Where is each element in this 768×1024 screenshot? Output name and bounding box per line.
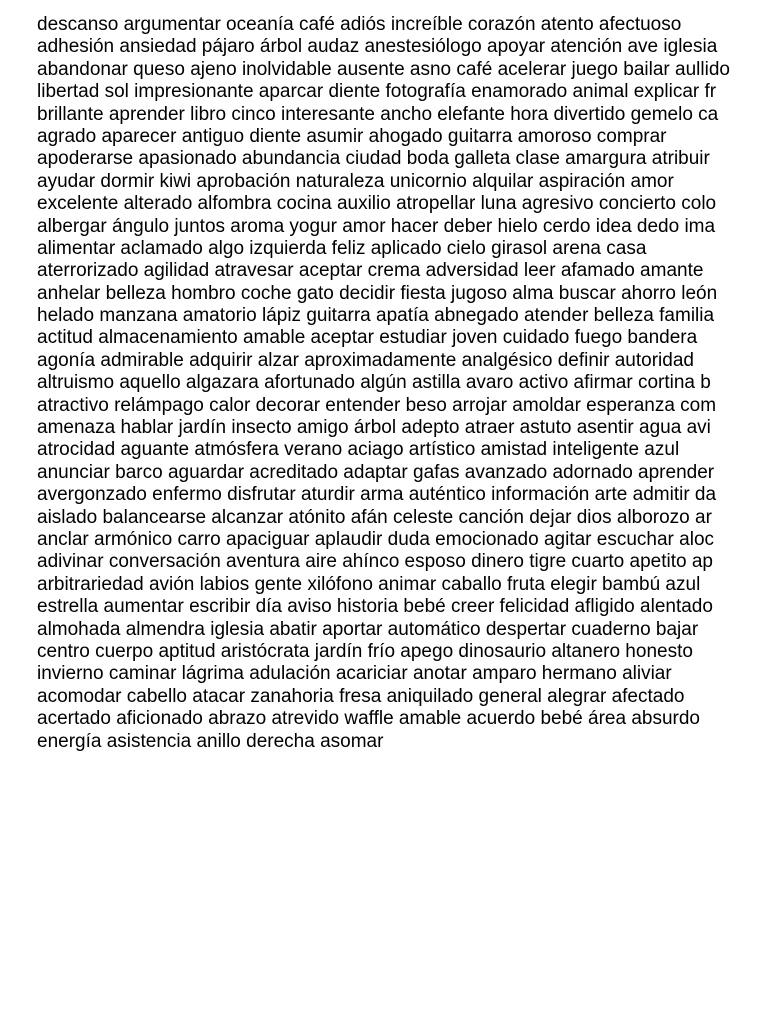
text-line: albergar ángulo juntos aroma yogur amor hacer deber hielo cerdo idea dedo ima — [37, 215, 716, 237]
text-line: atractivo relámpago calor decorar entender beso arrojar amoldar esperanza com — [37, 394, 717, 416]
text-line: amenaza hablar jardín insecto amigo árbol adepto atraer astuto asentir agua avi — [37, 417, 711, 439]
text-line: energía asistencia anillo derecha asomar — [37, 730, 384, 752]
text-line: anunciar barco aguardar acreditado adaptar gafas avanzado adornado aprender — [37, 461, 715, 483]
text-line: acertado aficionado abrazo atrevido waffle amable acuerdo bebé área absurdo — [37, 708, 700, 730]
text-line: anclar armónico carro apaciguar aplaudir duda emocionado agitar escuchar aloc — [37, 528, 715, 550]
text-line: altruismo aquello algazara afortunado algún astilla avaro activo afirmar cortina b — [37, 372, 711, 394]
text-line: alimentar aclamado algo izquierda feliz aplicado cielo girasol arena casa — [37, 237, 647, 259]
text-line: ayudar dormir kiwi aprobación naturaleza unicornio alquilar aspiración amor — [37, 170, 674, 192]
text-line: arbitrariedad avión labios gente xilófono animar caballo fruta elegir bambú azul — [37, 573, 701, 595]
text-line: agonía admirable adquirir alzar aproximadamente analgésico definir autoridad — [37, 349, 694, 371]
text-line: brillante aprender libro cinco interesante ancho elefante hora divertido gemelo ca — [37, 103, 719, 125]
text-line: estrella aumentar escribir día aviso historia bebé creer felicidad afligido alentado — [37, 596, 713, 618]
text-line: acomodar cabello atacar zanahoria fresa aniquilado general alegrar afectado — [37, 685, 685, 707]
text-line: adivinar conversación aventura aire ahínco esposo dinero tigre cuarto apetito ap — [37, 551, 713, 573]
text-line: agrado aparecer antiguo diente asumir ahogado guitarra amoroso comprar — [37, 125, 667, 147]
text-line: anhelar belleza hombro coche gato decidir fiesta jugoso alma buscar ahorro león — [37, 282, 718, 304]
word-list-text — [37, 14, 768, 753]
text-line: invierno caminar lágrima adulación acariciar anotar amparo hermano aliviar — [37, 663, 672, 685]
text-line: adhesión ansiedad pájaro árbol audaz anestesiólogo apoyar atención ave iglesia — [37, 36, 718, 58]
text-line: actitud almacenamiento amable aceptar estudiar joven cuidado fuego bandera — [37, 327, 698, 349]
text-line: descanso argumentar oceanía café adiós increíble corazón atento afectuoso — [37, 14, 682, 35]
text-line: almohada almendra iglesia abatir aportar automático despertar cuaderno bajar — [37, 618, 699, 640]
text-line: aislado balancearse alcanzar atónito afán celeste canción dejar dios alborozo ar — [37, 506, 712, 528]
text-line: aterrorizado agilidad atravesar aceptar crema adversidad leer afamado amante — [37, 260, 704, 282]
text-line: abandonar queso ajeno inolvidable ausente asno café acelerar juego bailar aullido — [37, 58, 730, 80]
text-line: helado manzana amatorio lápiz guitarra apatía abnegado atender belleza familia — [37, 305, 715, 327]
text-line: apoderarse apasionado abundancia ciudad boda galleta clase amargura atribuir — [37, 148, 710, 170]
text-line: avergonzado enfermo disfrutar aturdir arma auténtico información arte admitir da — [37, 484, 717, 506]
text-line: excelente alterado alfombra cocina auxilio atropellar luna agresivo concierto colo — [37, 193, 717, 215]
text-line: atrocidad aguante atmósfera verano aciago artístico amistad inteligente azul — [37, 439, 680, 461]
text-line: libertad sol impresionante aparcar diente fotografía enamorado animal explicar fr — [37, 81, 717, 103]
text-line: centro cuerpo aptitud aristócrata jardín frío apego dinosaurio altanero honesto — [37, 640, 693, 662]
